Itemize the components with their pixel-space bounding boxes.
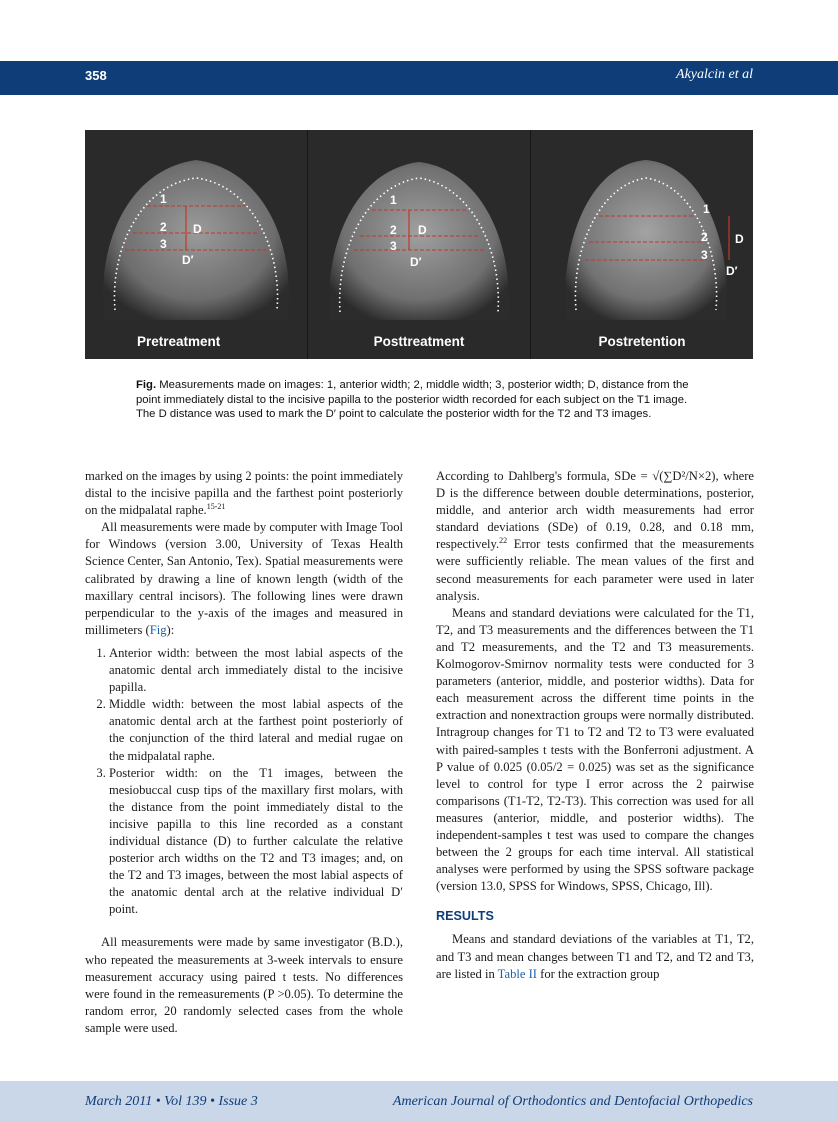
mark-d-prime: D′ xyxy=(410,255,422,269)
figure xyxy=(85,130,753,359)
footer-journal: American Journal of Orthodontics and Dentofacial Orthopedics xyxy=(392,1094,753,1109)
mark-3: 3 xyxy=(160,237,167,251)
paragraph-text: Means and standard deviations of the variables at T1, T2, and T3 and mean changes between T1 and T2, and T2 and T3, are listed in xyxy=(436,932,754,981)
paragraph-text: ): xyxy=(166,622,175,637)
mark-d: D xyxy=(735,232,744,246)
caption-label: Fig. xyxy=(136,379,157,391)
reference: 15-21 xyxy=(206,502,226,511)
mark-2: 2 xyxy=(160,220,167,234)
paragraph-text: for the extraction group xyxy=(537,966,660,981)
mark-1: 1 xyxy=(703,202,710,216)
measurement-list xyxy=(85,645,403,919)
figure-panel-posttreatment xyxy=(308,130,530,359)
left-column xyxy=(85,468,403,1037)
list-item: 3. Posterior width: on the T1 images, between the mesiobuccal cusp tips of the maxillary first molars, with the distance from the point immediately distal to the incisive papilla to this line recorded as a constant individual distance (D) to further calculate the relative posterior arch widths on the T2 and T3 images; and, on the T2 and T3 images, between the most labial aspects of the anatomic dental arch at the relative individual D′ point. xyxy=(109,765,403,919)
mark-3: 3 xyxy=(701,248,708,262)
paragraph: All measurements were made by same investigator (B.D.), who repeated the measurements at 3-week intervals to ensure measurement accuracy using paired t tests. No differences were found in the remeasurements (P >0.05). To determine the random error, 20 randomly selected cases from the whole sample were used. xyxy=(85,935,403,1035)
mark-d: D xyxy=(193,222,202,236)
paragraph-text: , where D is the difference between double determinations, posterior, middle, and anterior arch width measurements had error standard deviations (SDe) of 0.19, 0.28, and 0.18 mm, respectively. xyxy=(436,469,755,552)
list-item: 1. Anterior width: between the most labial aspects of the anatomic dental arch immediately distal to the incisive papilla. xyxy=(109,645,403,696)
panel-label-posttreatment: Posttreatment xyxy=(373,334,465,349)
mark-1: 1 xyxy=(160,192,167,206)
mark-d-prime: D′ xyxy=(726,264,738,278)
panel-label-postretention: Postretention xyxy=(598,334,686,349)
figure-panel-postretention xyxy=(531,130,753,359)
paragraph-text: All measurements were made by computer with Image Tool for Windows (version 3.00, University of Texas Health Science Center, San Antonio, Tex). Spatial measurements were calibrated by drawing a line of known length (width of the maxillary central incisors). The following lines were drawn perpendicular to the y-axis of the images and measured in millimeters ( xyxy=(85,520,403,637)
paragraph xyxy=(436,468,754,605)
mark-d-prime: D′ xyxy=(182,253,194,267)
paragraph-text: Error tests confirmed that the measurements were sufficiently reliable. The mean values of the first and second measurements for each parameter were used in later analysis. xyxy=(436,537,754,603)
palate-image-postretention xyxy=(531,130,753,359)
dahlberg-formula: √(∑D²/N×2) xyxy=(652,469,716,483)
mark-2: 2 xyxy=(390,223,397,237)
palate-image-posttreatment xyxy=(308,130,530,359)
reference: 22 xyxy=(499,536,508,546)
page-number: 358 xyxy=(85,68,107,83)
paragraph-text: According to Dahlberg's formula, SDe = xyxy=(436,469,653,483)
mark-1: 1 xyxy=(390,193,397,207)
paragraph: Means and standard deviations were calculated for the T1, T2, and T3 measurements and the differences between the T1 and T2 measurements, and the T2 and T3 measurements. Kolmogorov-Smirnov normality tests were conducted for 3 parameters (anterior, middle, and posterior widths). Data for each measurement across the different time points in the extraction and nonextraction groups were normally distributed. Intragroup changes for T1 to T2 and T2 to T3 were evaluated with paired-samples t tests with the Bonferroni adjustment. A P value of 0.025 (0.05/2 = 0.025) was set as the significance level to control for type I error across the 2 pairwise comparisons (T1-T2, T2-T3). This correction was used for all measures (anterior, middle, and posterior widths). The independent-samples t test was used to compare the changes between the 2 groups for each time interval. All statistical analyses were performed by using the SPSS software package (version 13.0, SPSS for Windows, SPSS, Chicago, Ill). xyxy=(436,605,754,894)
mark-d: D xyxy=(418,223,427,237)
figure-panel-pretreatment xyxy=(85,130,307,359)
list-item: 2. Middle width: between the most labial aspects of the anatomic dental arch at the farthest point posteriorly of the conjunction of the third lateral and medial rugae on the midpalatal raphe. xyxy=(109,696,403,764)
palate-image-pretreatment xyxy=(85,130,307,359)
mark-2: 2 xyxy=(701,230,708,244)
right-column xyxy=(436,468,754,983)
paragraph xyxy=(436,931,754,982)
footer-bar xyxy=(0,1081,838,1122)
paragraph-text: marked on the images by using 2 points: the point immediately distal to the incisive papilla and the farthest point posteriorly on the midpalatal raphe. xyxy=(85,469,403,518)
table-link[interactable]: Table II xyxy=(497,966,537,981)
figure-link[interactable]: Fig xyxy=(149,622,167,637)
header-bar xyxy=(0,61,838,95)
paragraph xyxy=(85,519,403,639)
panel-label-pretreatment: Pretreatment xyxy=(137,334,221,349)
figure-caption xyxy=(136,378,706,422)
caption-text: Measurements made on images: 1, anterior width; 2, middle width; 3, posterior width; D, distance from the point immediately distal to the incisive papilla to the posterior width recorded for each subject on the T1 image. The D distance was used to mark the D′ point to calculate the posterior width for the T2 and T3 images. xyxy=(136,379,689,420)
running-head: Akyalcin et al xyxy=(676,67,753,82)
mark-3: 3 xyxy=(390,239,397,253)
paragraph xyxy=(85,468,403,519)
footer-issue: March 2011 • Vol 139 • Issue 3 xyxy=(85,1094,258,1109)
section-heading: RESULTS xyxy=(436,909,494,924)
